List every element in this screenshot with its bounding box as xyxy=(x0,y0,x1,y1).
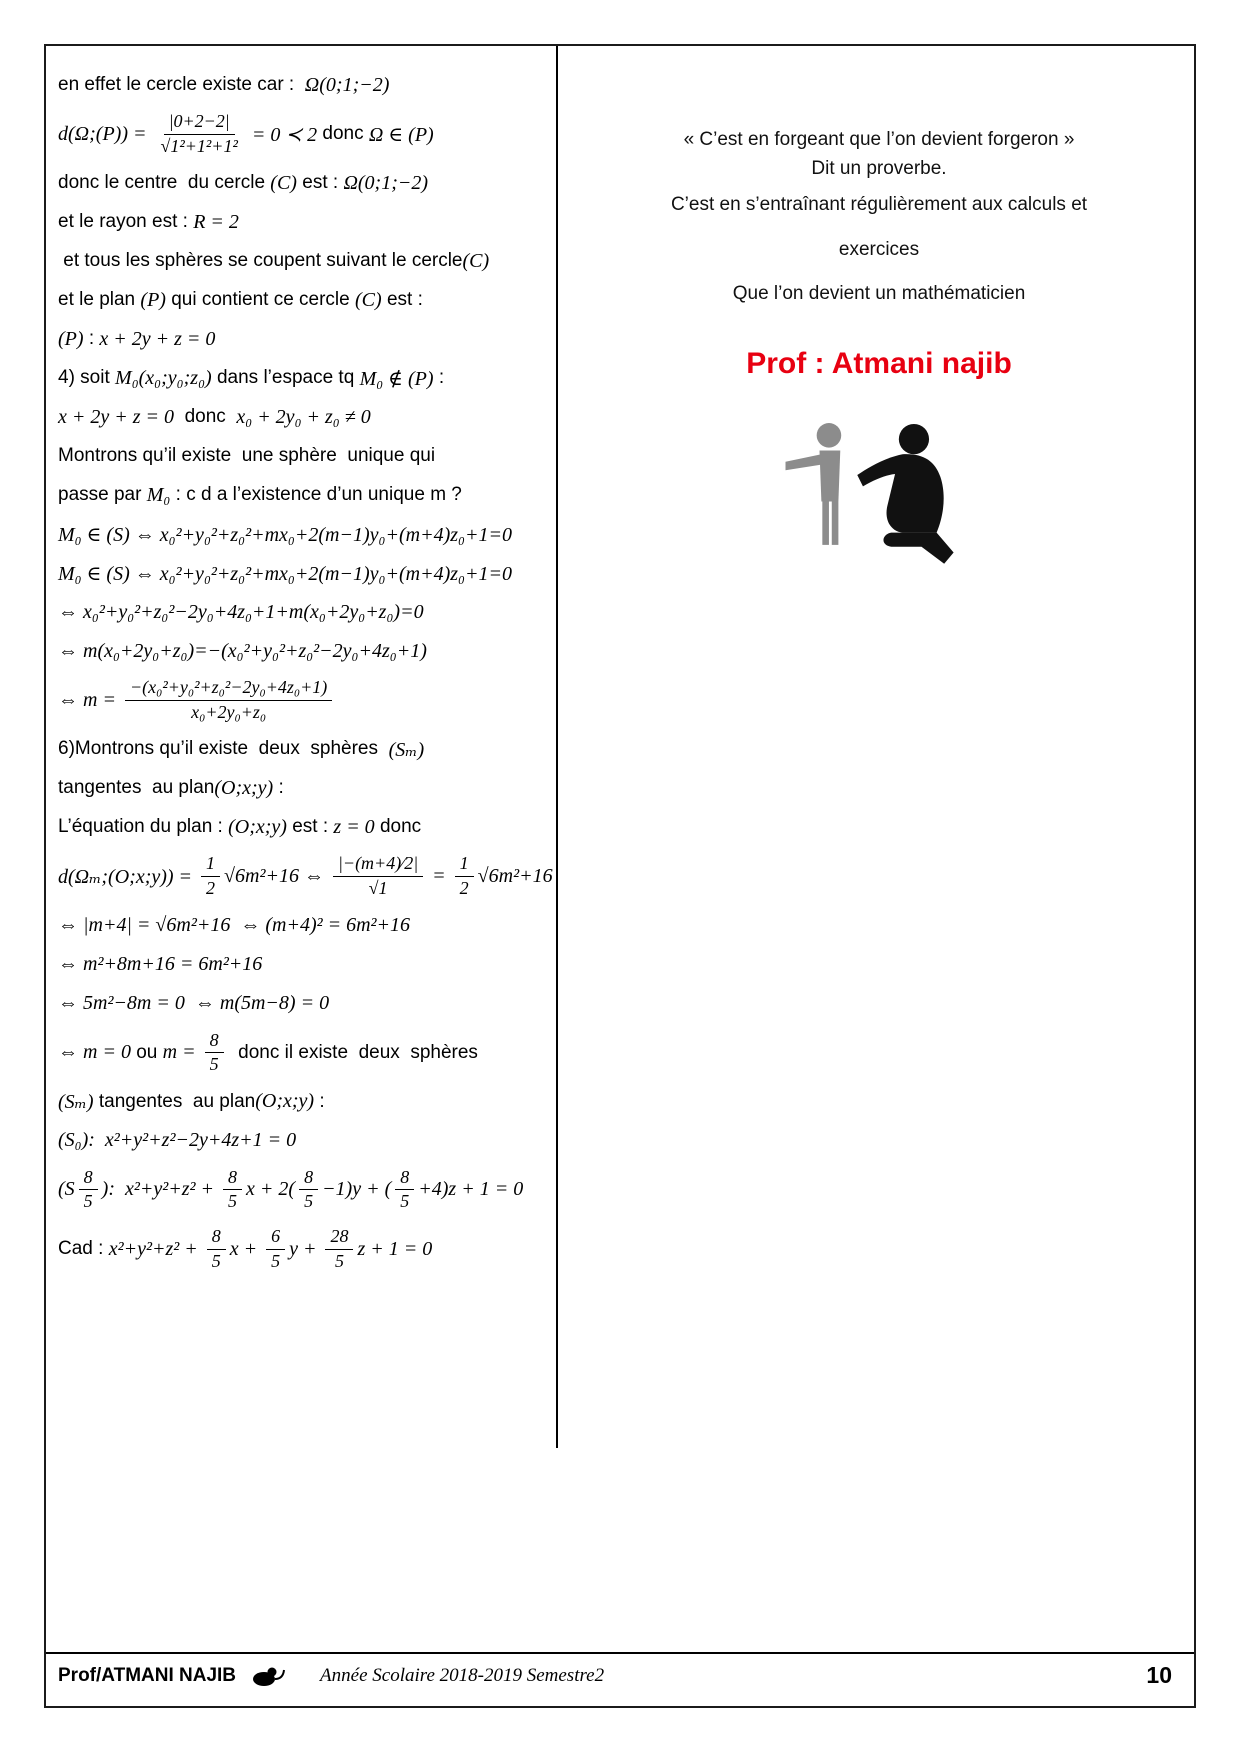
quote-line: exercices xyxy=(838,238,920,260)
fraction xyxy=(325,1226,353,1272)
footer-school-year: Année Scolaire 2018-2019 Semestre2 xyxy=(320,1664,605,1686)
math-text: y + xyxy=(289,1237,322,1260)
plain-text: : xyxy=(314,1090,325,1112)
prof-name: Prof : Atmani najib xyxy=(746,346,1012,380)
math-line xyxy=(58,773,560,803)
page-footer xyxy=(58,1662,1182,1689)
math-text: +4)z + 1 = 0 xyxy=(418,1178,524,1201)
fraction-numerator: −(x₀²+y₀²+z₀²−2y₀+4z₀+1) xyxy=(125,677,332,701)
math-text: d(Ωₘ;(O;x;y)) = xyxy=(58,865,198,888)
plain-text: dans l’espace tq xyxy=(211,367,360,389)
fraction-numerator: 8 xyxy=(79,1167,98,1191)
math-text: Ω ∈ (P) xyxy=(368,123,434,146)
plain-text: ou xyxy=(130,1041,163,1063)
math-line xyxy=(58,734,560,764)
fraction-denominator: 5 xyxy=(400,1191,410,1212)
math-text: √6m²+16 ⇔ xyxy=(224,864,329,887)
math-text: M₀(x₀;y₀;z₀) xyxy=(115,366,212,389)
math-text: (C) xyxy=(355,288,382,311)
plain-text: et le rayon est : xyxy=(58,211,194,233)
fraction-numerator: 8 xyxy=(207,1226,226,1250)
plain-text: L’équation du plan : xyxy=(58,816,229,838)
plain-text: donc xyxy=(174,406,237,428)
math-text: ⇔ m = xyxy=(58,688,121,711)
math-text: m = xyxy=(162,1041,201,1064)
plain-text: donc xyxy=(374,816,422,838)
quote-line: Que l’on devient un mathématicien xyxy=(732,283,1026,304)
math-line xyxy=(58,1087,560,1117)
math-text: −1)y + ( xyxy=(322,1178,392,1201)
math-line xyxy=(58,168,560,198)
fraction-denominator: 5 xyxy=(211,1250,221,1271)
fraction-denominator: x₀+2y₀+z₀ xyxy=(191,701,267,722)
math-line xyxy=(58,402,560,432)
plain-text: 6)Montrons qu’il existe deux sphères xyxy=(58,738,389,760)
fraction-numerator: 8 xyxy=(205,1030,224,1054)
math-text: x + 2y + z = 0 xyxy=(58,405,175,428)
plain-text: donc il existe deux sphères xyxy=(227,1041,478,1063)
fraction-numerator: 8 xyxy=(223,1167,242,1191)
fraction-numerator: 1 xyxy=(455,853,474,877)
math-text: M₀ ∈ (S) ⇔ x₀²+y₀²+z₀²+mx₀+2(m−1)y₀+(m+4)z₀+1=0 xyxy=(58,562,512,585)
plain-text: et tous les sphères se coupent suivant le cercle xyxy=(58,250,463,272)
teacher-student-silhouette xyxy=(770,407,988,577)
plain-text: : xyxy=(273,777,284,799)
quote-line: C’est en s’entraînant régulièrement aux calculs et xyxy=(670,194,1088,215)
fraction-numerator: |0+2−2| xyxy=(164,111,235,135)
math-text: M₀ ∈ (S) ⇔ x₀²+y₀²+z₀²+mx₀+2(m−1)y₀+(m+4)z₀+1=0 xyxy=(58,523,512,546)
fraction xyxy=(201,853,220,899)
math-line xyxy=(58,950,560,980)
math-line xyxy=(58,675,560,725)
plain-text: est : xyxy=(381,289,423,311)
fraction xyxy=(455,853,474,899)
math-line xyxy=(58,207,560,237)
math-text: x²+y²+z² + xyxy=(108,1237,203,1260)
plain-text: tangentes au plan xyxy=(58,777,215,799)
math-text: x + xyxy=(229,1237,263,1260)
fraction-numerator: 1 xyxy=(201,853,220,877)
quote-line: Dit un proverbe. xyxy=(811,157,947,179)
math-text: ⇔ m = 0 xyxy=(58,1041,131,1064)
math-line xyxy=(58,851,560,901)
quote-line: « C’est en forgeant que l’on devient forgeron » xyxy=(683,129,1075,150)
fraction-denominator: 5 xyxy=(271,1250,281,1271)
plain-text: passe par xyxy=(58,484,147,506)
page-frame xyxy=(44,44,1196,1708)
math-line xyxy=(58,812,560,842)
math-text: (S xyxy=(58,1178,75,1201)
math-line xyxy=(58,519,560,549)
footer-prof: Prof/ATMANI NAJIB xyxy=(58,1664,237,1686)
fraction-numerator: 6 xyxy=(266,1226,285,1250)
proverb-quote xyxy=(576,126,1182,309)
math-text: (Sₘ) xyxy=(58,1091,94,1114)
quote-column xyxy=(576,126,1182,582)
math-line xyxy=(58,363,560,393)
fraction xyxy=(333,853,423,899)
math-line xyxy=(58,1224,560,1274)
math-text: x + 2( xyxy=(246,1178,296,1201)
math-solution-column xyxy=(58,70,560,1283)
child-figure xyxy=(786,423,842,545)
math-line xyxy=(58,285,560,315)
math-text: x₀ + 2y₀ + z₀ ≠ 0 xyxy=(236,405,371,428)
math-text: (O;x;y) xyxy=(228,815,287,838)
mouse-icon xyxy=(250,1663,286,1689)
math-line xyxy=(58,1165,560,1215)
fraction xyxy=(79,1167,98,1213)
math-text: (O;x;y) xyxy=(255,1090,315,1113)
math-text: M₀ xyxy=(146,483,171,506)
fraction-numerator: 8 xyxy=(395,1167,414,1191)
fraction xyxy=(125,677,332,723)
fraction-denominator: 5 xyxy=(209,1054,219,1075)
plain-text: en effet le cercle existe car : xyxy=(58,74,305,95)
math-text: (O;x;y) xyxy=(214,776,274,799)
math-line xyxy=(58,911,560,941)
math-text: z = 0 xyxy=(333,815,375,838)
fraction-numerator: |−(m+4)⁄2| xyxy=(333,853,423,877)
fraction-numerator: 8 xyxy=(299,1167,318,1191)
math-text: = 0 ≺ 2 xyxy=(246,123,318,146)
math-text: = xyxy=(427,864,451,887)
fraction xyxy=(266,1226,285,1272)
math-line xyxy=(58,1028,560,1078)
math-text: d(Ω;(P)) = xyxy=(58,122,152,145)
math-text: ⇔ m(x₀+2y₀+z₀)=−(x₀²+y₀²+z₀²−2y₀+4z₀+1) xyxy=(58,639,427,662)
math-line xyxy=(58,246,560,276)
plain-text: est : xyxy=(296,172,344,194)
plain-text: : xyxy=(83,328,100,350)
math-text: √6m²+16 xyxy=(477,864,553,887)
plain-text: donc le centre du cercle xyxy=(58,172,271,194)
fraction xyxy=(155,111,242,157)
math-text: Ω(0;1;−2) xyxy=(343,171,429,194)
fraction-denominator: 2 xyxy=(206,877,216,898)
math-text: ⇔ |m+4| = √6m²+16 ⇔ (m+4)² = 6m²+16 xyxy=(58,914,411,937)
math-text: ⇔ 5m²−8m = 0 ⇔ m(5m−8) = 0 xyxy=(58,992,330,1015)
plain-text: : xyxy=(433,367,445,389)
math-line xyxy=(58,70,560,100)
math-text: ⇔ m²+8m+16 = 6m²+16 xyxy=(58,953,263,976)
plain-text: donc xyxy=(317,123,369,145)
math-text: ): x²+y²+z² + xyxy=(101,1178,220,1201)
fraction-numerator: 28 xyxy=(325,1226,353,1250)
math-text: (S₀): x²+y²+z²−2y+4z+1 = 0 xyxy=(58,1129,297,1152)
math-text: R = 2 xyxy=(193,210,239,233)
fraction-denominator: 5 xyxy=(228,1191,238,1212)
plain-text: est : xyxy=(286,816,334,838)
math-line xyxy=(58,1126,560,1156)
adult-figure xyxy=(857,424,953,564)
silhouette-wrap xyxy=(576,407,1182,582)
plain-text: : c d a l’existence d’un unique m ? xyxy=(170,484,462,506)
plain-text: 4) soit xyxy=(58,367,116,389)
fraction xyxy=(207,1226,226,1272)
fraction-denominator: √1²+1²+1² xyxy=(160,135,238,156)
page-number: 10 xyxy=(1146,1662,1172,1688)
math-line xyxy=(58,324,560,354)
fraction xyxy=(299,1167,318,1213)
math-text: (P) xyxy=(58,327,84,350)
math-line xyxy=(58,558,560,588)
fraction xyxy=(223,1167,242,1213)
math-text: (Sₘ) xyxy=(388,738,425,761)
column-divider xyxy=(556,46,558,1448)
math-text: (C) xyxy=(462,249,490,272)
math-line xyxy=(58,109,560,159)
fraction-denominator: 2 xyxy=(459,877,469,898)
math-text: (P) xyxy=(140,288,166,311)
math-text: (C) xyxy=(270,171,297,194)
math-line xyxy=(58,597,560,627)
math-text: x + 2y + z = 0 xyxy=(99,327,216,350)
fraction-denominator: 5 xyxy=(83,1191,93,1212)
fraction xyxy=(205,1030,224,1076)
math-line xyxy=(58,480,560,510)
math-text: ⇔ x₀²+y₀²+z₀²−2y₀+4z₀+1+m(x₀+2y₀+z₀)=0 xyxy=(58,600,424,623)
plain-text: et le plan xyxy=(58,289,141,311)
math-line xyxy=(58,636,560,666)
math-text: M₀ ∉ (P) xyxy=(359,367,434,390)
math-text: Ω(0;1;−2) xyxy=(304,73,390,96)
plain-text: Cad : xyxy=(58,1238,109,1260)
fraction xyxy=(395,1167,414,1213)
math-line xyxy=(58,441,560,471)
plain-text: qui contient ce cercle xyxy=(165,289,355,311)
fraction-denominator: √1 xyxy=(368,877,388,898)
plain-text: tangentes au plan xyxy=(93,1090,256,1112)
math-line xyxy=(58,989,560,1019)
fraction-denominator: 5 xyxy=(334,1250,344,1271)
footer-rule xyxy=(46,1652,1194,1654)
math-text: z + 1 = 0 xyxy=(357,1237,433,1260)
fraction-denominator: 5 xyxy=(304,1191,314,1212)
plain-text: Montrons qu’il existe une sphère unique qui xyxy=(58,445,436,467)
